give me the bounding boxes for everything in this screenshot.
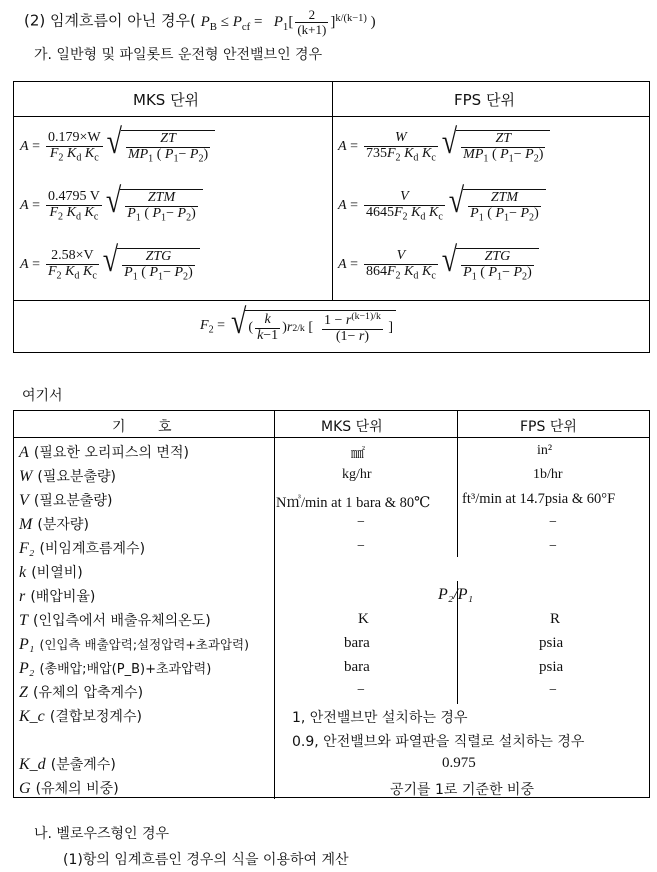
row-A-fps: in² [537, 443, 553, 458]
row-M-mks: − [357, 515, 365, 530]
mks-formula-3: A = $\frac{2.58\times V}{F_2 K_d K_c}$ √ $\frac{\text{ZTG}}{P_1 ( P_1- P_2)}$ [20, 248, 200, 283]
fps-coef-1: W [395, 130, 407, 145]
row-V-fps: ft³/min at 14.7psia & 60°F [462, 491, 616, 507]
row-Z: Z (유체의 압축계수) [19, 684, 144, 701]
row-M: M (분자량) [19, 516, 89, 533]
row-M-fps: − [549, 515, 557, 530]
fps-formula-1: A = $\frac{W}{735F_2 K_d K_c}$ √ $\frac{ZT}{MP_1 ( P_1- P_2)}$ [338, 130, 550, 165]
fps-formula-3: A = $\frac{V}{864F_2 K_d K_c}$ √ $\frac{\text{ZTG}}{P_1 ( P_1- P_2)}$ [338, 248, 539, 283]
fps-formula-2: A = $\frac{V}{4645F_2 K_d K_c}$ √ $\frac{\text{ZTM}}{P_1 ( P_1- P_2)}$ [338, 189, 546, 224]
row-G: G (유체의 비중) [19, 780, 119, 797]
row-Kc-line2: 0.9, 안전밸브와 파열판을 직렬로 설치하는 경우 [292, 734, 585, 750]
row-T: T (인입측에서 배출유체의온도) [19, 612, 211, 629]
row-Z-fps: − [549, 683, 557, 698]
row-V: V (필요분출량) [19, 492, 113, 509]
symbol-table [13, 410, 650, 798]
row-Kd-value: 0.975 [442, 755, 476, 771]
condition-prefix: (2) 임계흐름이 아닌 경우( [24, 11, 196, 30]
fps-radnum-3: ZTG [484, 249, 511, 264]
row-P1-fps: psia [539, 635, 564, 651]
row-A: A (필요한 오리피스의 면적) [19, 444, 189, 461]
header-symbol: 기 호 [112, 419, 172, 435]
row-P2-mks: bara [344, 659, 370, 675]
mks-coef-1: 0.179×W [47, 130, 101, 145]
row-P2-fps: psia [539, 659, 564, 675]
row-F2-fps: − [549, 539, 557, 554]
row-T-fps: R [550, 611, 561, 627]
row-P1: P₁ (인입측 배출압력;설정압력+초과압력) [19, 636, 249, 653]
fps-radnum-1: ZT [495, 131, 512, 146]
fps-coef-3: V [396, 248, 406, 263]
row-Z-mks: − [357, 683, 365, 698]
condition-math: $P_B \le P_{cf} = P_1$[ $\frac{2}{(k+1)}$ ]$^{k/(k-1)}$ ) [200, 7, 376, 37]
where-label: 여기서 [22, 388, 63, 404]
row-k: k (비열비) [19, 564, 83, 581]
footer-line2: (1)항의 임계흐름인 경우의 식을 이용하여 계산 [63, 852, 349, 868]
section-subtitle: 가. 일반형 및 파일롯트 운전형 안전밸브인 경우 [34, 47, 323, 63]
f2-formula: $F_2$ = √ ( $\frac{k}{k-1}$ ) r 2/k [ $\frac{1 - r^{(k-1)/k}}{(1- r)}$ ] [200, 310, 396, 344]
mks-radnum-2: ZTM [147, 190, 176, 205]
row-W-mks: kg/hr [342, 467, 372, 482]
row-G-value: 공기를 1로 기준한 비중 [390, 782, 534, 798]
row-A-mks: ㎟ [351, 447, 365, 462]
mks-radnum-1: ZT [160, 131, 176, 146]
header-mks: MKS 단위 [321, 419, 383, 435]
row-r: r (배압비율) [19, 588, 96, 605]
mks-radnum-3: ZTG [145, 249, 172, 264]
footer-line1: 나. 벨로우즈형인 경우 [34, 826, 170, 842]
formula-table [13, 81, 650, 353]
row-W: W (필요분출량) [19, 468, 116, 485]
mks-header: MKS 단위 [133, 91, 200, 109]
row-F2-mks: − [357, 539, 365, 554]
row-W-fps: 1b/hr [533, 467, 563, 482]
fps-header: FPS 단위 [454, 91, 515, 109]
row-F2: F₂ (비임계흐름계수) [19, 540, 146, 557]
header-fps: FPS 단위 [520, 419, 577, 435]
row-Kd: K_d (분출계수) [19, 756, 116, 773]
row-Kc-line1: 1, 안전밸브만 설치하는 경우 [292, 710, 468, 726]
mks-coef-2: 0.4795 V [47, 189, 100, 204]
row-r-value: P₂/P₁ [438, 586, 474, 603]
row-V-mks: N㎥/min at 1 bara & 80℃ [276, 495, 431, 511]
row-Kc: K_c (결합보정계수) [19, 708, 142, 725]
mks-formula-1: A = $\frac{0.179\times W}{F_2 K_d K_c}$ √ $\frac{ZT}{MP_1 ( P_1- P_2)}$ [20, 130, 215, 165]
section-condition [24, 8, 376, 36]
row-P1-mks: bara [344, 635, 370, 651]
row-P2: P₂ (총배압;배압(P_B)+초과압력) [19, 660, 212, 677]
fps-radnum-2: ZTM [490, 190, 519, 205]
row-T-mks: K [358, 611, 369, 627]
mks-coef-3: 2.58×V [46, 249, 99, 265]
fps-coef-2: V [400, 189, 409, 204]
mks-formula-2: A = $\frac{0.4795 V}{F_2 K_d K_c}$ √ $\frac{\text{ZTM}}{P_1 ( P_1- P_2)}$ [20, 189, 203, 224]
